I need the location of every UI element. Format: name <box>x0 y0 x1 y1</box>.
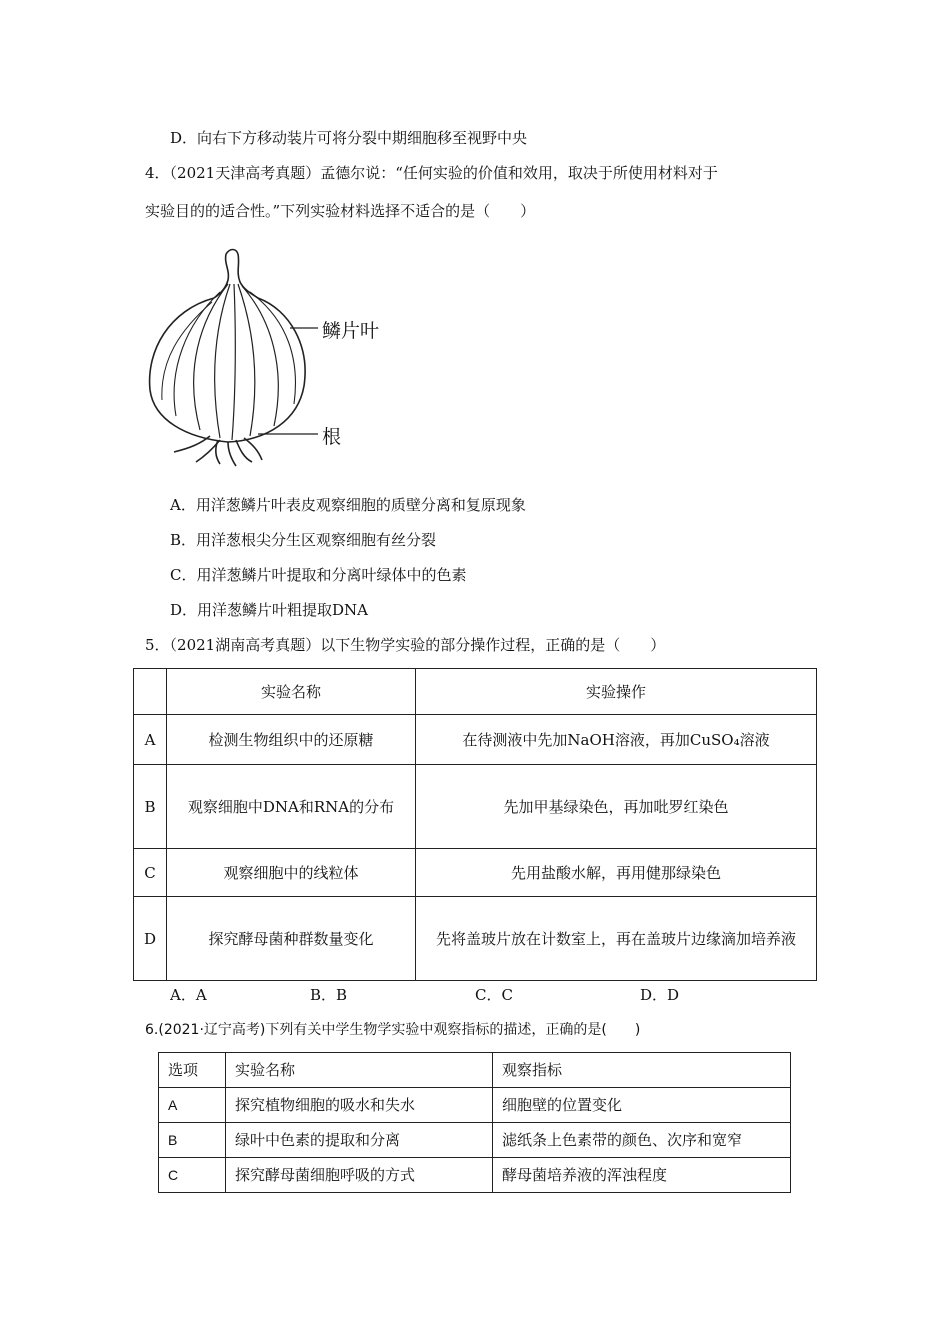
label-scale-leaf: 鳞片叶 <box>322 320 380 342</box>
row-op: 先将盖玻片放在计数室上，再在盖玻片边缘滴加培养液 <box>416 897 817 981</box>
q5-answer-c: C．C <box>475 986 513 1004</box>
row-indicator: 酵母菌培养液的浑浊程度 <box>493 1158 791 1193</box>
row-key: A <box>134 715 167 765</box>
q6-stem: 6.(2021·辽宁高考)下列有关中学生物学实验中观察指标的描述，正确的是( ) <box>145 1022 641 1038</box>
q6-table <box>158 1052 791 1193</box>
q4-stem-line1: 4．（2021天津高考真题）孟德尔说：“任何实验的价值和效用，取决于所使用材料对于 <box>145 164 718 182</box>
q4-option-b: B．用洋葱根尖分生区观察细胞有丝分裂 <box>170 531 437 549</box>
row-key: A <box>159 1088 226 1123</box>
table-row <box>159 1158 791 1193</box>
q5-answer-d: D．D <box>640 986 680 1004</box>
table-header-row <box>134 669 817 715</box>
row-name: 探究酵母菌种群数量变化 <box>167 897 416 981</box>
row-name: 探究植物细胞的吸水和失水 <box>226 1088 493 1123</box>
row-op: 先加甲基绿染色，再加吡罗红染色 <box>416 765 817 849</box>
row-key: D <box>134 897 167 981</box>
row-key: B <box>159 1123 226 1158</box>
row-name: 探究酵母菌细胞呼吸的方式 <box>226 1158 493 1193</box>
table-row <box>134 765 817 849</box>
table-header-cell: 观察指标 <box>493 1053 791 1088</box>
row-name: 绿叶中色素的提取和分离 <box>226 1123 493 1158</box>
row-key: C <box>134 849 167 897</box>
table-row <box>134 897 817 981</box>
table-header-cell <box>134 669 167 715</box>
onion-drawing <box>140 240 400 470</box>
table-header-cell: 选项 <box>159 1053 226 1088</box>
row-indicator: 滤纸条上色素带的颜色、次序和宽窄 <box>493 1123 791 1158</box>
row-indicator: 细胞壁的位置变化 <box>493 1088 791 1123</box>
row-name: 检测生物组织中的还原糖 <box>167 715 416 765</box>
onion-figure <box>140 240 400 470</box>
q4-option-a: A．用洋葱鳞片叶表皮观察细胞的质壁分离和复原现象 <box>170 496 526 514</box>
q5-answer-b: B．B <box>310 986 348 1004</box>
table-row <box>134 849 817 897</box>
table-row <box>159 1088 791 1123</box>
table-header-cell: 实验名称 <box>167 669 416 715</box>
q3-option-d: D．向右下方移动装片可将分裂中期细胞移至视野中央 <box>170 129 528 147</box>
row-key: B <box>134 765 167 849</box>
q4-option-c: C．用洋葱鳞片叶提取和分离叶绿体中的色素 <box>170 566 467 584</box>
q5-table <box>133 668 817 981</box>
q5-answer-a: A．A <box>170 986 207 1004</box>
q4-option-d: D．用洋葱鳞片叶粗提取DNA <box>170 601 369 619</box>
row-key: C <box>159 1158 226 1193</box>
q5-stem: 5．（2021湖南高考真题）以下生物学实验的部分操作过程，正确的是（ ） <box>145 636 666 654</box>
row-name: 观察细胞中DNA和RNA的分布 <box>167 765 416 849</box>
row-op: 先用盐酸水解，再用健那绿染色 <box>416 849 817 897</box>
table-header-cell: 实验名称 <box>226 1053 493 1088</box>
row-op: 在待测液中先加NaOH溶液，再加CuSO₄溶液 <box>416 715 817 765</box>
q4-stem-line2: 实验目的的适合性。”下列实验材料选择不适合的是（ ） <box>145 202 536 220</box>
table-row <box>134 715 817 765</box>
table-header-cell: 实验操作 <box>416 669 817 715</box>
label-root: 根 <box>322 426 342 448</box>
table-row <box>159 1123 791 1158</box>
table-header-row <box>159 1053 791 1088</box>
row-name: 观察细胞中的线粒体 <box>167 849 416 897</box>
